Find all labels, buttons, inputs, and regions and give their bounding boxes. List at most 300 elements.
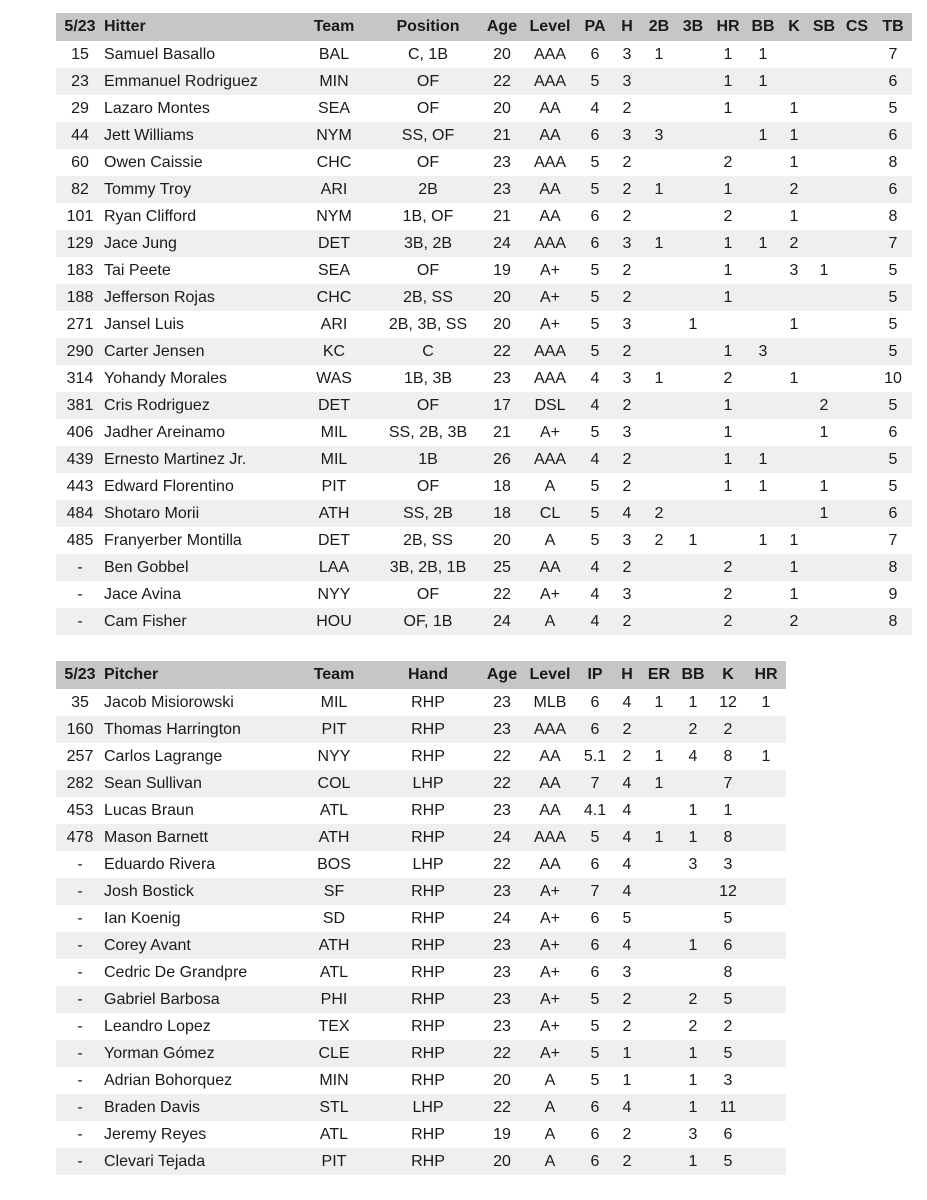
hitters-table-cell bbox=[840, 473, 874, 500]
pitchers-table-cell: 3 bbox=[622, 963, 632, 981]
hitters-table-cell bbox=[676, 608, 710, 635]
pitchers-table-cell: 257 bbox=[66, 747, 94, 765]
hitters-table-cell: 439 bbox=[66, 450, 94, 468]
pitchers-table-cell: RHP bbox=[411, 1044, 445, 1062]
hitters-table-cell: 23 bbox=[493, 369, 511, 387]
pitchers-table-cell: 6 bbox=[723, 1125, 733, 1143]
pitchers-table-row bbox=[56, 851, 786, 878]
pitchers-table-cell: 22 bbox=[493, 1044, 511, 1062]
pitchers-table-cell: 5 bbox=[723, 990, 733, 1008]
hitters-table-cell: HOU bbox=[316, 612, 352, 630]
pitchers-table-cell: MIN bbox=[319, 1071, 349, 1089]
hitters-table-cell: 5 bbox=[590, 423, 600, 441]
hitters-table-cell bbox=[840, 338, 874, 365]
hitters-table-cell: 1 bbox=[789, 369, 799, 387]
hitters-table-cell: OF bbox=[416, 153, 440, 171]
pitchers-table-cell bbox=[642, 1040, 676, 1067]
hitters-table-cell: DET bbox=[318, 396, 350, 414]
pitchers-table-cell: 5 bbox=[723, 909, 733, 927]
pitchers-table-cell: - bbox=[77, 855, 83, 873]
hitters-table-cell: PIT bbox=[321, 477, 347, 495]
hitters-table-cell bbox=[780, 473, 808, 500]
hitters-table-cell bbox=[746, 365, 780, 392]
hitters-table-cell bbox=[840, 122, 874, 149]
hitters-table-cell: A+ bbox=[539, 261, 560, 279]
hitters-table-row bbox=[56, 554, 912, 581]
pitchers-column-header: Hand bbox=[408, 666, 448, 683]
hitters-table-cell bbox=[840, 284, 874, 311]
hitters-table-cell: SEA bbox=[317, 99, 350, 117]
hitters-table-cell: 3 bbox=[622, 45, 632, 63]
hitters-table-cell bbox=[840, 257, 874, 284]
hitters-table-cell: 20 bbox=[493, 288, 511, 306]
hitters-table-cell bbox=[746, 419, 780, 446]
pitchers-body bbox=[56, 689, 786, 1175]
hitters-table-cell bbox=[642, 446, 676, 473]
hitters-table-cell bbox=[840, 68, 874, 95]
hitters-table-cell bbox=[642, 608, 676, 635]
hitters-table-cell: 4 bbox=[590, 450, 600, 468]
hitters-table-cell: 7 bbox=[888, 234, 898, 252]
hitters-table-cell bbox=[710, 311, 746, 338]
pitchers-table-cell: 4 bbox=[622, 855, 632, 873]
hitters-table bbox=[56, 13, 912, 635]
hitters-table-cell: 5 bbox=[888, 477, 898, 495]
hitters-table-cell: 23 bbox=[71, 72, 89, 90]
hitters-table-cell: 2 bbox=[622, 99, 632, 117]
hitters-table-cell: Jett Williams bbox=[104, 126, 194, 144]
pitchers-table-row bbox=[56, 986, 786, 1013]
pitchers-table-cell: 2 bbox=[688, 990, 698, 1008]
hitters-table-row bbox=[56, 284, 912, 311]
pitchers-table-row bbox=[56, 689, 786, 716]
hitters-table-cell: 1 bbox=[758, 72, 768, 90]
hitters-table-cell bbox=[808, 230, 840, 257]
hitters-table-cell: 2 bbox=[622, 477, 632, 495]
hitters-table-cell: 3 bbox=[789, 261, 799, 279]
pitchers-table-cell: 4 bbox=[622, 882, 632, 900]
pitchers-table-cell bbox=[642, 905, 676, 932]
hitters-table-cell bbox=[676, 95, 710, 122]
hitters-column-header: 3B bbox=[682, 18, 704, 35]
pitchers-column-header: Age bbox=[486, 666, 518, 683]
hitters-table-cell: 19 bbox=[493, 261, 511, 279]
hitters-table-cell: 2 bbox=[723, 612, 733, 630]
hitters-table-cell bbox=[840, 149, 874, 176]
pitchers-table-cell: 3 bbox=[688, 1125, 698, 1143]
hitters-table-cell: 314 bbox=[66, 369, 94, 387]
hitters-table-cell: A+ bbox=[539, 585, 560, 603]
pitchers-table-cell: 6 bbox=[590, 720, 600, 738]
pitchers-table-row bbox=[56, 770, 786, 797]
hitters-table-cell bbox=[840, 230, 874, 257]
hitters-table-cell bbox=[780, 500, 808, 527]
hitters-table-cell: 44 bbox=[71, 126, 89, 144]
pitchers-table-cell: Adrian Bohorquez bbox=[104, 1071, 233, 1089]
pitchers-table-cell: A bbox=[544, 1125, 556, 1143]
pitchers-table-cell bbox=[746, 1013, 786, 1040]
hitters-table-cell: AA bbox=[539, 126, 561, 144]
hitters-table-cell: 485 bbox=[66, 531, 94, 549]
pitchers-table-cell: Yorman Gómez bbox=[104, 1044, 215, 1062]
pitchers-table-cell: 4.1 bbox=[583, 801, 607, 819]
hitters-table-cell: 6 bbox=[590, 234, 600, 252]
hitters-table-cell bbox=[808, 446, 840, 473]
hitters-table-cell: ARI bbox=[320, 180, 348, 198]
hitters-table-row bbox=[56, 527, 912, 554]
pitchers-table-cell: A+ bbox=[539, 963, 560, 981]
hitters-table-cell: 1 bbox=[789, 207, 799, 225]
pitchers-table-cell: Eduardo Rivera bbox=[104, 855, 216, 873]
hitters-table-cell: 2 bbox=[654, 504, 664, 522]
hitters-table-cell bbox=[840, 365, 874, 392]
hitters-table-cell bbox=[808, 149, 840, 176]
hitters-table-cell bbox=[676, 149, 710, 176]
pitchers-table-cell: 4 bbox=[622, 1098, 632, 1116]
hitters-table-cell bbox=[676, 176, 710, 203]
hitters-table-cell: CL bbox=[539, 504, 561, 522]
pitchers-table-cell: 2 bbox=[723, 1017, 733, 1035]
hitters-column-header: Team bbox=[313, 18, 355, 35]
pitchers-table-cell: - bbox=[77, 909, 83, 927]
hitters-table-cell: 5 bbox=[888, 315, 898, 333]
pitchers-table-cell: 1 bbox=[688, 828, 698, 846]
pitchers-table-cell bbox=[746, 716, 786, 743]
hitters-table-cell: OF bbox=[416, 585, 440, 603]
pitchers-table-cell: 8 bbox=[723, 747, 733, 765]
hitters-table-cell: 406 bbox=[66, 423, 94, 441]
hitters-table-cell: 3 bbox=[622, 585, 632, 603]
hitters-table-cell: 443 bbox=[66, 477, 94, 495]
pitchers-table-cell: 1 bbox=[688, 1071, 698, 1089]
hitters-table-cell: 8 bbox=[888, 153, 898, 171]
hitters-table-cell: 6 bbox=[590, 45, 600, 63]
pitchers-table-cell: - bbox=[77, 1044, 83, 1062]
hitters-table-cell: 3 bbox=[622, 531, 632, 549]
hitters-table-cell: 3 bbox=[654, 126, 664, 144]
pitchers-table-cell: 6 bbox=[590, 936, 600, 954]
hitters-table-cell bbox=[808, 311, 840, 338]
hitters-table-cell: 3 bbox=[622, 369, 632, 387]
hitters-table-cell: 4 bbox=[590, 612, 600, 630]
hitters-table-cell: 1 bbox=[688, 315, 698, 333]
hitters-table-row bbox=[56, 149, 912, 176]
pitchers-table-cell: A+ bbox=[539, 1044, 560, 1062]
hitters-table-cell: 1 bbox=[723, 477, 733, 495]
hitters-table-cell bbox=[642, 473, 676, 500]
hitters-table-cell: 2 bbox=[622, 342, 632, 360]
pitchers-table-cell: 4 bbox=[622, 693, 632, 711]
pitchers-table-cell: 5 bbox=[723, 1044, 733, 1062]
pitchers-table-cell: 3 bbox=[723, 1071, 733, 1089]
hitters-table-cell: A bbox=[544, 531, 556, 549]
hitters-table-cell bbox=[808, 95, 840, 122]
hitters-table-row bbox=[56, 473, 912, 500]
pitchers-table-cell: Braden Davis bbox=[104, 1098, 201, 1116]
pitchers-table-cell: Jacob Misiorowski bbox=[104, 693, 234, 711]
pitchers-table-cell bbox=[642, 959, 676, 986]
hitters-table-cell: 4 bbox=[590, 369, 600, 387]
hitters-column-header: Hitter bbox=[104, 18, 146, 35]
hitters-table-cell: KC bbox=[322, 342, 346, 360]
pitchers-table-cell: RHP bbox=[411, 1125, 445, 1143]
pitchers-table-cell: Josh Bostick bbox=[104, 882, 194, 900]
pitchers-table-cell: 20 bbox=[493, 1071, 511, 1089]
hitters-table-cell bbox=[642, 419, 676, 446]
pitchers-table-cell: A+ bbox=[539, 990, 560, 1008]
pitchers-table-cell bbox=[642, 1148, 676, 1175]
pitchers-table-cell: 20 bbox=[493, 1152, 511, 1170]
hitters-table-cell: 1 bbox=[789, 99, 799, 117]
hitters-table-cell: AAA bbox=[533, 369, 566, 387]
pitchers-table-cell: ATL bbox=[319, 801, 349, 819]
hitters-table-cell: 2 bbox=[819, 396, 829, 414]
hitters-table-cell bbox=[808, 122, 840, 149]
hitters-table-cell: 1 bbox=[819, 477, 829, 495]
pitchers-table-cell: 4 bbox=[622, 801, 632, 819]
hitters-table-cell: 2 bbox=[723, 207, 733, 225]
pitchers-table-cell bbox=[642, 1067, 676, 1094]
pitchers-table-cell: RHP bbox=[411, 882, 445, 900]
pitchers-table-cell: 6 bbox=[590, 1098, 600, 1116]
hitters-table-cell bbox=[808, 41, 840, 68]
hitters-table-cell: 23 bbox=[493, 153, 511, 171]
hitters-table-cell: 5 bbox=[888, 450, 898, 468]
hitters-table-cell: 1 bbox=[723, 423, 733, 441]
hitters-table-cell: 2 bbox=[622, 612, 632, 630]
hitters-table-cell: 6 bbox=[888, 180, 898, 198]
hitters-table-cell: 29 bbox=[71, 99, 89, 117]
hitters-table-cell bbox=[780, 338, 808, 365]
hitters-table-cell: 3 bbox=[622, 423, 632, 441]
pitchers-table-cell: 453 bbox=[66, 801, 94, 819]
hitters-table-cell: 20 bbox=[493, 315, 511, 333]
pitchers-table-cell: - bbox=[77, 1152, 83, 1170]
hitters-table-row bbox=[56, 122, 912, 149]
hitters-table-cell bbox=[642, 149, 676, 176]
pitchers-table-cell: AA bbox=[539, 774, 561, 792]
hitters-table-cell: 5 bbox=[590, 72, 600, 90]
hitters-column-header: PA bbox=[584, 18, 606, 35]
pitchers-table-cell: - bbox=[77, 1017, 83, 1035]
hitters-table-cell: C bbox=[422, 342, 434, 360]
pitchers-table-cell: 160 bbox=[66, 720, 94, 738]
pitchers-table-cell: RHP bbox=[411, 828, 445, 846]
hitters-table-cell: 2 bbox=[622, 288, 632, 306]
hitters-table-cell bbox=[746, 203, 780, 230]
pitchers-table-row bbox=[56, 905, 786, 932]
hitters-table-cell: 1 bbox=[758, 450, 768, 468]
hitters-table-cell: 1 bbox=[723, 72, 733, 90]
pitchers-table-row bbox=[56, 1121, 786, 1148]
hitters-table-cell: 1 bbox=[819, 261, 829, 279]
hitters-table-cell: 22 bbox=[493, 585, 511, 603]
pitchers-table-cell: ATL bbox=[319, 963, 349, 981]
pitchers-header bbox=[56, 661, 786, 689]
hitters-table-cell: 1 bbox=[723, 99, 733, 117]
hitters-table-cell: 3 bbox=[758, 342, 768, 360]
hitters-table-cell: 2 bbox=[789, 234, 799, 252]
pitchers-table-cell: Clevari Tejada bbox=[104, 1152, 206, 1170]
hitters-table-cell: 4 bbox=[590, 99, 600, 117]
hitters-table-cell bbox=[642, 284, 676, 311]
hitters-table-cell: 20 bbox=[493, 45, 511, 63]
pitchers-table-cell: 23 bbox=[493, 936, 511, 954]
hitters-table-cell: 6 bbox=[590, 126, 600, 144]
pitchers-table-cell: 23 bbox=[493, 801, 511, 819]
pitchers-table-cell: 22 bbox=[493, 855, 511, 873]
hitters-table-cell: 1 bbox=[654, 45, 664, 63]
hitters-table-row bbox=[56, 365, 912, 392]
pitchers-table-cell bbox=[746, 986, 786, 1013]
pitchers-column-header: H bbox=[621, 666, 633, 683]
pitchers-table-cell: 19 bbox=[493, 1125, 511, 1143]
hitters-table-cell: Jace Jung bbox=[104, 234, 177, 252]
hitters-table-cell: 17 bbox=[493, 396, 511, 414]
hitters-table-cell: Ernesto Martinez Jr. bbox=[104, 450, 247, 468]
hitters-table-cell: 1 bbox=[758, 45, 768, 63]
hitters-column-header: 5/23 bbox=[64, 18, 96, 35]
pitchers-table-cell bbox=[746, 1067, 786, 1094]
hitters-table-cell: 271 bbox=[66, 315, 94, 333]
hitters-column-header: Position bbox=[396, 18, 460, 35]
pitchers-table-cell: 2 bbox=[622, 1152, 632, 1170]
hitters-table-cell: 5 bbox=[590, 531, 600, 549]
hitters-table-cell bbox=[808, 203, 840, 230]
hitters-table-cell: 290 bbox=[66, 342, 94, 360]
pitchers-table-cell: SD bbox=[322, 909, 346, 927]
pitchers-table-cell bbox=[642, 878, 676, 905]
hitters-table-cell: 82 bbox=[71, 180, 89, 198]
hitters-table-cell bbox=[840, 446, 874, 473]
hitters-table-cell: 5 bbox=[590, 504, 600, 522]
pitchers-table-cell bbox=[746, 770, 786, 797]
hitters-table-cell: Tommy Troy bbox=[104, 180, 192, 198]
hitters-table-cell: 23 bbox=[493, 180, 511, 198]
hitters-table-cell: 1 bbox=[654, 234, 664, 252]
hitters-table-cell bbox=[780, 284, 808, 311]
pitchers-table-cell: 35 bbox=[71, 693, 89, 711]
pitchers-table-cell: 5 bbox=[590, 1044, 600, 1062]
pitchers-table-cell: 1 bbox=[654, 774, 664, 792]
hitters-table-cell: AA bbox=[539, 207, 561, 225]
hitters-table-cell: OF bbox=[416, 477, 440, 495]
pitchers-table-cell: 478 bbox=[66, 828, 94, 846]
hitters-table-cell: AA bbox=[539, 99, 561, 117]
pitchers-column-header: 5/23 bbox=[64, 666, 96, 683]
pitchers-table-cell: 1 bbox=[654, 828, 664, 846]
hitters-table-cell: 1B bbox=[418, 450, 438, 468]
hitters-table-cell: 1 bbox=[758, 126, 768, 144]
pitchers-table-cell: 3 bbox=[723, 855, 733, 873]
hitters-table-cell bbox=[642, 392, 676, 419]
hitters-table-cell bbox=[676, 419, 710, 446]
hitters-table-cell: MIN bbox=[319, 72, 349, 90]
hitters-table-cell: Emmanuel Rodriguez bbox=[104, 72, 258, 90]
pitchers-table-cell: A+ bbox=[539, 936, 560, 954]
pitchers-table-cell: 8 bbox=[723, 828, 733, 846]
pitchers-table-cell: Sean Sullivan bbox=[104, 774, 202, 792]
pitchers-table-cell: 2 bbox=[688, 1017, 698, 1035]
hitters-table-cell: 6 bbox=[888, 72, 898, 90]
pitchers-table-cell bbox=[746, 1040, 786, 1067]
hitters-table-cell: - bbox=[77, 585, 83, 603]
hitters-table-cell bbox=[840, 554, 874, 581]
hitters-table-cell: 188 bbox=[66, 288, 94, 306]
hitters-table-cell: 5 bbox=[590, 315, 600, 333]
hitters-table-cell: Carter Jensen bbox=[104, 342, 205, 360]
pitchers-table-cell: SF bbox=[323, 882, 345, 900]
pitchers-table-cell: AA bbox=[539, 855, 561, 873]
hitters-table-cell: Jace Avina bbox=[104, 585, 182, 603]
hitters-table-cell: 6 bbox=[590, 207, 600, 225]
hitters-table-cell: CHC bbox=[316, 288, 352, 306]
hitters-table-cell: 1 bbox=[789, 531, 799, 549]
pitchers-column-header: Team bbox=[313, 666, 355, 683]
hitters-table-cell: 3B, 2B bbox=[403, 234, 453, 252]
pitchers-table-cell bbox=[746, 932, 786, 959]
hitters-table-cell bbox=[840, 608, 874, 635]
hitters-table-cell: 21 bbox=[493, 423, 511, 441]
hitters-table-cell: Ryan Clifford bbox=[104, 207, 197, 225]
hitters-table-cell bbox=[676, 554, 710, 581]
pitchers-table-cell: 5 bbox=[590, 1071, 600, 1089]
hitters-table-cell: 5 bbox=[590, 153, 600, 171]
hitters-table-cell: 22 bbox=[493, 342, 511, 360]
pitchers-table-cell: LHP bbox=[412, 1098, 444, 1116]
pitchers-table-cell bbox=[642, 851, 676, 878]
hitters-column-header: SB bbox=[812, 18, 836, 35]
hitters-table-cell: ARI bbox=[320, 315, 348, 333]
hitters-table-cell: 1 bbox=[723, 288, 733, 306]
pitchers-table-cell: PIT bbox=[321, 1152, 347, 1170]
hitters-table-cell bbox=[642, 95, 676, 122]
hitters-table-cell: 1 bbox=[789, 126, 799, 144]
hitters-table-cell: Jefferson Rojas bbox=[104, 288, 215, 306]
hitters-table-cell: OF bbox=[416, 261, 440, 279]
pitchers-table-cell: 7 bbox=[590, 882, 600, 900]
hitters-table-row bbox=[56, 68, 912, 95]
pitchers-table-cell: RHP bbox=[411, 990, 445, 1008]
pitchers-table-cell bbox=[746, 1121, 786, 1148]
pitchers-table-cell: AAA bbox=[533, 828, 566, 846]
pitchers-table-cell: 1 bbox=[688, 1044, 698, 1062]
hitters-table-cell bbox=[840, 41, 874, 68]
pitchers-table-cell: 1 bbox=[688, 801, 698, 819]
hitters-table-cell: 6 bbox=[888, 423, 898, 441]
hitters-table-row bbox=[56, 338, 912, 365]
hitters-table-cell: 5 bbox=[888, 261, 898, 279]
hitters-table-cell bbox=[840, 95, 874, 122]
hitters-table-cell: A+ bbox=[539, 315, 560, 333]
hitters-table-cell: DET bbox=[318, 234, 350, 252]
hitters-table-cell: 2 bbox=[723, 153, 733, 171]
hitters-table-cell: 1 bbox=[723, 180, 733, 198]
pitchers-table-cell: Leandro Lopez bbox=[104, 1017, 211, 1035]
pitchers-table-cell bbox=[642, 797, 676, 824]
hitters-column-header: HR bbox=[716, 18, 740, 35]
hitters-table-cell bbox=[642, 311, 676, 338]
pitchers-table-cell: - bbox=[77, 1125, 83, 1143]
hitters-table-cell: Lazaro Montes bbox=[104, 99, 210, 117]
hitters-table-cell: Jansel Luis bbox=[104, 315, 185, 333]
pitchers-table-cell: RHP bbox=[411, 936, 445, 954]
pitchers-table-cell: COL bbox=[317, 774, 351, 792]
hitters-table-cell: OF, 1B bbox=[403, 612, 453, 630]
hitters-table-cell: 7 bbox=[888, 531, 898, 549]
pitchers-table-cell: 22 bbox=[493, 774, 511, 792]
pitchers-table-cell bbox=[746, 797, 786, 824]
